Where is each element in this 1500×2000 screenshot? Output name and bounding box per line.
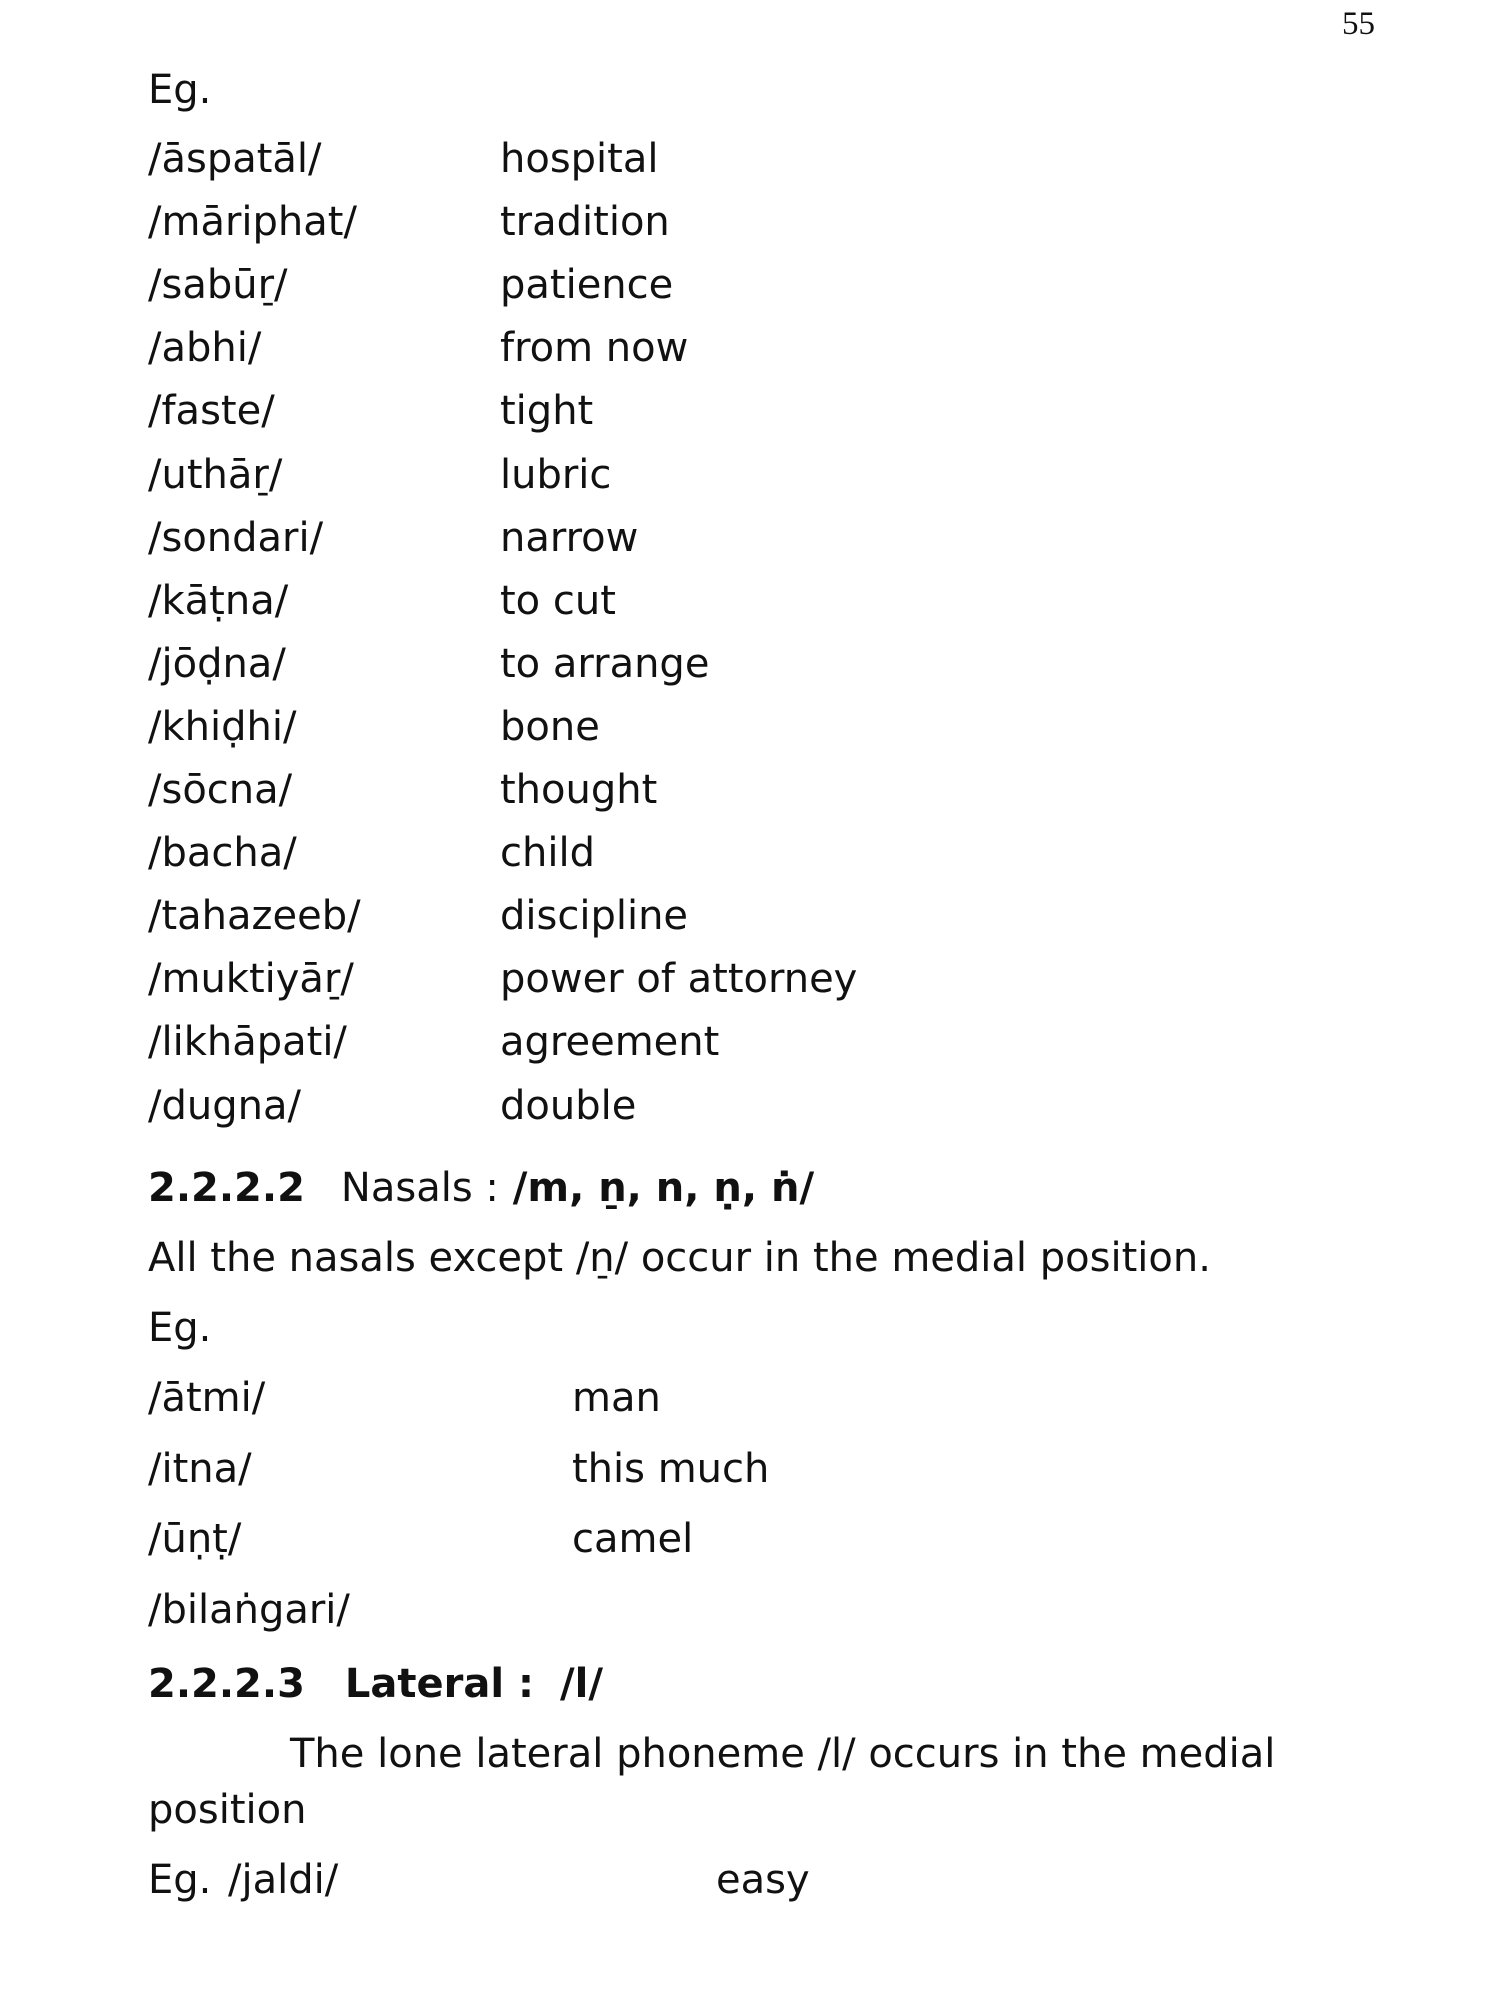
lateral-section-number: 2.2.2.3 (148, 1661, 305, 1707)
word-gloss: from now (500, 325, 689, 372)
lateral-phoneme: /l/ (560, 1661, 603, 1707)
phonemic-word: /faste/ (148, 388, 275, 435)
nasals-sentence: All the nasals except /n̠/ occur in the medial position. (148, 1235, 1211, 1281)
page-number: 55 (1342, 6, 1375, 42)
lateral-sentence-line1: The lone lateral phoneme /l/ occurs in the medial (290, 1731, 1276, 1777)
phonemic-word: /sabūr̠/ (148, 262, 288, 309)
word-gloss: power of attorney (500, 956, 858, 1003)
lateral-example-word: /jaldi/ (228, 1857, 339, 1903)
word-gloss: narrow (500, 514, 639, 561)
eg-label: Eg. (148, 67, 212, 113)
phonemic-word: /ātmi/ (148, 1375, 266, 1421)
phonemic-word: /bilaṅgari/ (148, 1586, 350, 1633)
phonemic-word: /jōḍna/ (148, 640, 286, 687)
phonemic-word: /sōcna/ (148, 767, 293, 813)
phonemic-word: /tahazeeb/ (148, 893, 361, 940)
phonemic-word: /dugna/ (148, 1082, 301, 1129)
phonemic-word: /itna/ (148, 1445, 252, 1492)
nasals-section-label: Nasals : (340, 1165, 499, 1211)
phonemic-word: /āspatāl/ (148, 136, 322, 182)
phonemic-word: /abhi/ (148, 325, 262, 372)
phonemic-word: /muktiyār̠/ (148, 956, 354, 1003)
phonemic-word: /likhāpati/ (148, 1019, 347, 1066)
word-gloss: double (500, 1082, 637, 1129)
nasals-heading (148, 1160, 814, 1216)
word-gloss: lubric (500, 451, 612, 498)
word-gloss: child (500, 830, 595, 877)
lateral-eg-label: Eg. (148, 1857, 212, 1903)
word-gloss: tight (500, 388, 594, 435)
word-gloss: tradition (500, 199, 670, 246)
word-gloss: camel (572, 1516, 694, 1562)
word-gloss: discipline (500, 893, 689, 940)
word-gloss: hospital (500, 136, 659, 182)
lateral-heading (148, 1656, 603, 1712)
lateral-section-label: Lateral : (344, 1661, 535, 1707)
lateral-example-gloss: easy (716, 1857, 810, 1903)
phonemic-word: /sondari/ (148, 514, 324, 561)
word-gloss: bone (500, 703, 600, 750)
word-gloss: man (572, 1375, 661, 1421)
phonemic-word: /bacha/ (148, 830, 297, 877)
phonemic-word: /ūṇṭ/ (148, 1516, 242, 1562)
word-gloss: to arrange (500, 640, 710, 687)
word-gloss: patience (500, 262, 674, 309)
lateral-sentence-line2: position (148, 1787, 307, 1833)
word-gloss: agreement (500, 1019, 720, 1066)
phonemic-word: /kāṭna/ (148, 577, 289, 624)
phonemic-word: /uthār̠/ (148, 451, 283, 498)
word-gloss: this much (572, 1445, 770, 1492)
word-gloss: to cut (500, 577, 616, 624)
word-gloss: thought (500, 767, 658, 813)
phonemic-word: /māriphat/ (148, 199, 357, 246)
nasals-phonemes: /m, n̠, n, ṇ, ṅ/ (512, 1165, 815, 1211)
nasals-section-number: 2.2.2.2 (148, 1165, 305, 1211)
nasals-eg-label: Eg. (148, 1305, 212, 1351)
phonemic-word: /khiḍhi/ (148, 703, 297, 750)
